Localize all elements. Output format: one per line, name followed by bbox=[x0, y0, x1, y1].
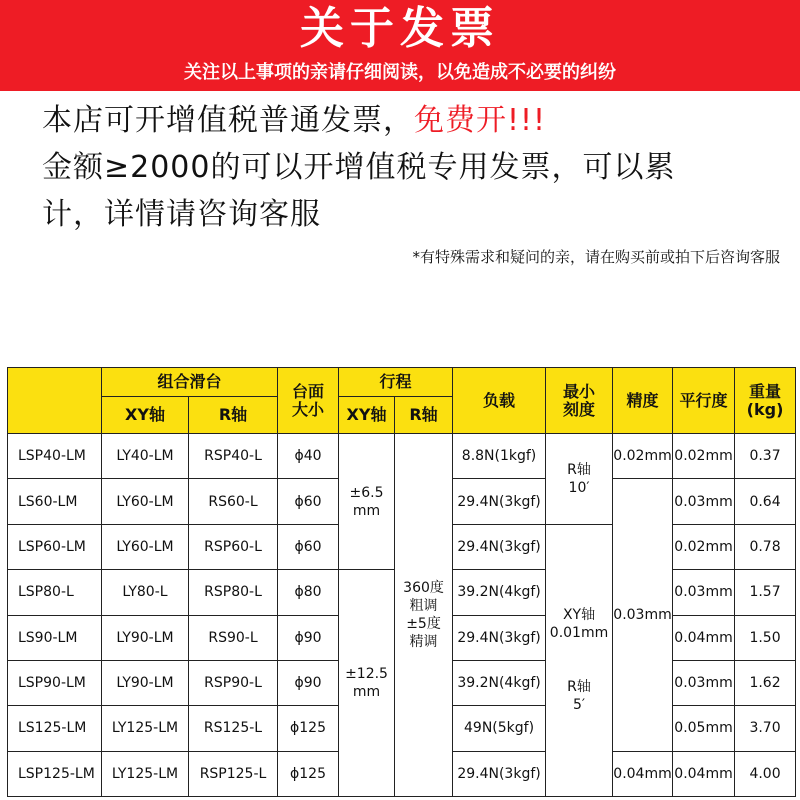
banner-title: 关于发票 bbox=[300, 3, 500, 54]
row-model: LS125-LM bbox=[8, 706, 102, 751]
row-weight: 3.70 bbox=[735, 706, 796, 751]
row-size: ϕ125 bbox=[278, 706, 339, 751]
intro-line-2: 金额≥2000的可以开增值税专用发票，可以累 bbox=[42, 150, 676, 185]
row-parallel: 0.03mm bbox=[673, 570, 735, 615]
row-weight: 1.50 bbox=[735, 615, 796, 660]
row-parallel: 0.03mm bbox=[673, 479, 735, 524]
row-model: LS90-LM bbox=[8, 615, 102, 660]
row-weight: 0.78 bbox=[735, 524, 796, 569]
row-xy: LY80-L bbox=[102, 570, 189, 615]
row-size: ϕ60 bbox=[278, 479, 339, 524]
free-invoice-highlight: 免费开!!! bbox=[414, 103, 547, 138]
row-weight: 1.62 bbox=[735, 660, 796, 705]
intro-line-3: 计，详情请咨询客服 bbox=[42, 197, 321, 232]
row-load: 29.4N(3kgf) bbox=[453, 479, 546, 524]
min-scale-xy-r: XY轴 0.01mm R轴 5′ bbox=[546, 524, 613, 796]
row-r: RS90-L bbox=[189, 615, 278, 660]
row-size: ϕ125 bbox=[278, 751, 339, 796]
header-travel: 行程 bbox=[339, 368, 453, 397]
row-r: RSP90-L bbox=[189, 660, 278, 705]
row-r: RSP125-L bbox=[189, 751, 278, 796]
travel-xy-small: ±6.5 mm bbox=[339, 434, 395, 570]
row-load: 39.2N(4kgf) bbox=[453, 570, 546, 615]
row-r: RS125-L bbox=[189, 706, 278, 751]
header-model bbox=[8, 368, 102, 434]
row-parallel: 0.04mm bbox=[673, 615, 735, 660]
header-xy-axis: XY轴 bbox=[102, 397, 189, 434]
row-weight: 0.64 bbox=[735, 479, 796, 524]
row-parallel: 0.02mm bbox=[673, 434, 735, 479]
row-r: RSP40-L bbox=[189, 434, 278, 479]
row-size: ϕ40 bbox=[278, 434, 339, 479]
row-r: RS60-L bbox=[189, 479, 278, 524]
banner-subtitle: 关注以上事项的亲请仔细阅读，以免造成不必要的纠纷 bbox=[184, 62, 616, 83]
travel-r-all: 360度 粗调 ±5度 精调 bbox=[395, 434, 453, 797]
min-scale-r-10: R轴 10′ bbox=[546, 434, 613, 525]
table-row bbox=[8, 434, 796, 479]
row-model: LSP80-L bbox=[8, 570, 102, 615]
row-model: LSP60-LM bbox=[8, 524, 102, 569]
spec-table bbox=[7, 367, 796, 797]
row-size: ϕ60 bbox=[278, 524, 339, 569]
row-xy: LY125-LM bbox=[102, 706, 189, 751]
row-r: RSP60-L bbox=[189, 524, 278, 569]
row-xy: LY125-LM bbox=[102, 751, 189, 796]
row-xy: LY60-LM bbox=[102, 479, 189, 524]
row-load: 29.4N(3kgf) bbox=[453, 615, 546, 660]
header-load: 负载 bbox=[453, 368, 546, 434]
row-load: 29.4N(3kgf) bbox=[453, 751, 546, 796]
header-r-axis: R轴 bbox=[189, 397, 278, 434]
row-r: RSP80-L bbox=[189, 570, 278, 615]
row-weight: 4.00 bbox=[735, 751, 796, 796]
header-table-size: 台面 大小 bbox=[278, 368, 339, 434]
row-size: ϕ90 bbox=[278, 660, 339, 705]
row-size: ϕ80 bbox=[278, 570, 339, 615]
row-xy: LY40-LM bbox=[102, 434, 189, 479]
header-travel-xy: XY轴 bbox=[339, 397, 395, 434]
row-load: 8.8N(1kgf) bbox=[453, 434, 546, 479]
header-parallelism: 平行度 bbox=[673, 368, 735, 434]
row-xy: LY60-LM bbox=[102, 524, 189, 569]
row-model: LSP125-LM bbox=[8, 751, 102, 796]
header-travel-r: R轴 bbox=[395, 397, 453, 434]
intro-line-1 bbox=[42, 101, 546, 141]
row-parallel: 0.05mm bbox=[673, 706, 735, 751]
header-min-scale: 最小 刻度 bbox=[546, 368, 613, 434]
invoice-banner bbox=[0, 0, 800, 91]
row-model: LSP40-LM bbox=[8, 434, 102, 479]
row-load: 29.4N(3kgf) bbox=[453, 524, 546, 569]
row-xy: LY90-LM bbox=[102, 615, 189, 660]
row-model: LS60-LM bbox=[8, 479, 102, 524]
row-parallel: 0.02mm bbox=[673, 524, 735, 569]
row-xy: LY90-LM bbox=[102, 660, 189, 705]
intro-line-1-text: 本店可开增值税普通发票， bbox=[42, 103, 414, 138]
customer-service-note: *有特殊需求和疑问的亲，请在购买前或拍下后咨询客服 bbox=[412, 248, 780, 266]
header-combo-slide: 组合滑台 bbox=[102, 368, 278, 397]
travel-xy-large: ±12.5 mm bbox=[339, 570, 395, 797]
row-accuracy: 0.02mm bbox=[613, 434, 673, 479]
row-size: ϕ90 bbox=[278, 615, 339, 660]
accuracy-merged: 0.03mm bbox=[613, 479, 673, 751]
row-model: LSP90-LM bbox=[8, 660, 102, 705]
row-accuracy: 0.04mm bbox=[613, 751, 673, 796]
row-weight: 0.37 bbox=[735, 434, 796, 479]
row-parallel: 0.03mm bbox=[673, 660, 735, 705]
row-parallel: 0.04mm bbox=[673, 751, 735, 796]
row-load: 39.2N(4kgf) bbox=[453, 660, 546, 705]
header-weight: 重量 (kg) bbox=[735, 368, 796, 434]
row-load: 49N(5kgf) bbox=[453, 706, 546, 751]
header-accuracy: 精度 bbox=[613, 368, 673, 434]
row-weight: 1.57 bbox=[735, 570, 796, 615]
